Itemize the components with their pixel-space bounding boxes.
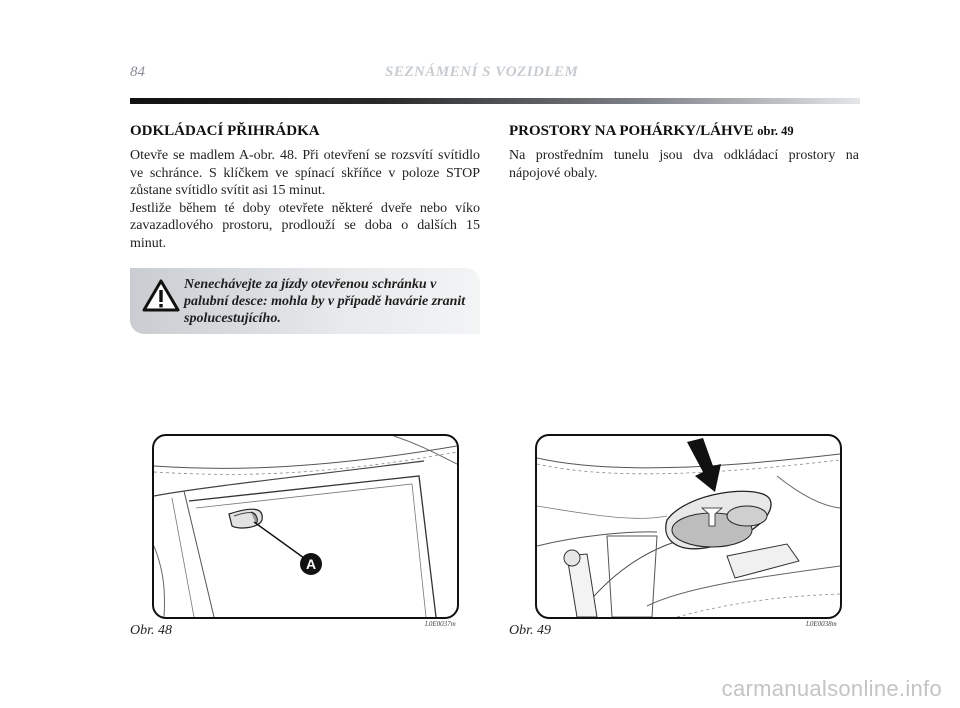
cupholder-heading-ref: obr. 49 — [757, 124, 794, 138]
arrow-icon — [687, 438, 721, 492]
warning-triangle-icon — [142, 279, 180, 313]
figure-49-cupholder — [535, 434, 842, 619]
cupholder-illustration — [537, 436, 840, 617]
glovebox-heading: ODKLÁDACÍ PŘIHRÁDKA — [130, 123, 320, 139]
running-head: SEZNÁMENÍ S VOZIDLEM — [385, 64, 579, 80]
figure-49-code: L0E0038m — [806, 620, 837, 628]
figure-49-caption: Obr. 49 — [509, 623, 552, 638]
glovebox-paragraph-2: Jestliže během té doby otevřete některé dveře nebo víko zavazadlového prostoru, prodlouží se doba o dalších 15 minut. — [130, 200, 480, 251]
callout-a-label: A — [305, 556, 317, 572]
glovebox-illustration — [154, 436, 457, 617]
warning-text: Nenechávejte za jízdy otevřenou schránku v palubní desce: mohla by v případě havárie zranit spolucestujícího. — [184, 277, 466, 326]
cupholder-text — [509, 147, 859, 182]
figure-48-code: L0E0037m — [425, 620, 456, 628]
warning-box — [130, 268, 480, 334]
header-rule — [130, 98, 860, 104]
watermark-text: carmanualsonline.info — [721, 676, 942, 701]
glovebox-paragraph-1: Otevře se madlem A-obr. 48. Při otevření se rozsvítí svítidlo ve schránce. S klíčkem ve spínací skříňce v poloze STOP zůstane svítidlo svítit asi 15 minut. — [130, 148, 480, 198]
watermark — [715, 668, 960, 708]
cupholder-heading — [509, 123, 794, 140]
figure-48-glovebox — [152, 434, 459, 619]
figure-48-caption: Obr. 48 — [130, 623, 173, 638]
page-number: 84 — [130, 64, 145, 80]
cupholder-heading-title: PROSTORY NA POHÁRKY/LÁHVE — [509, 123, 754, 139]
cupholder-paragraph-1: Na prostředním tunelu jsou dva odkládací prostory na nápojové obaly. — [509, 148, 859, 181]
glovebox-text — [130, 147, 480, 252]
